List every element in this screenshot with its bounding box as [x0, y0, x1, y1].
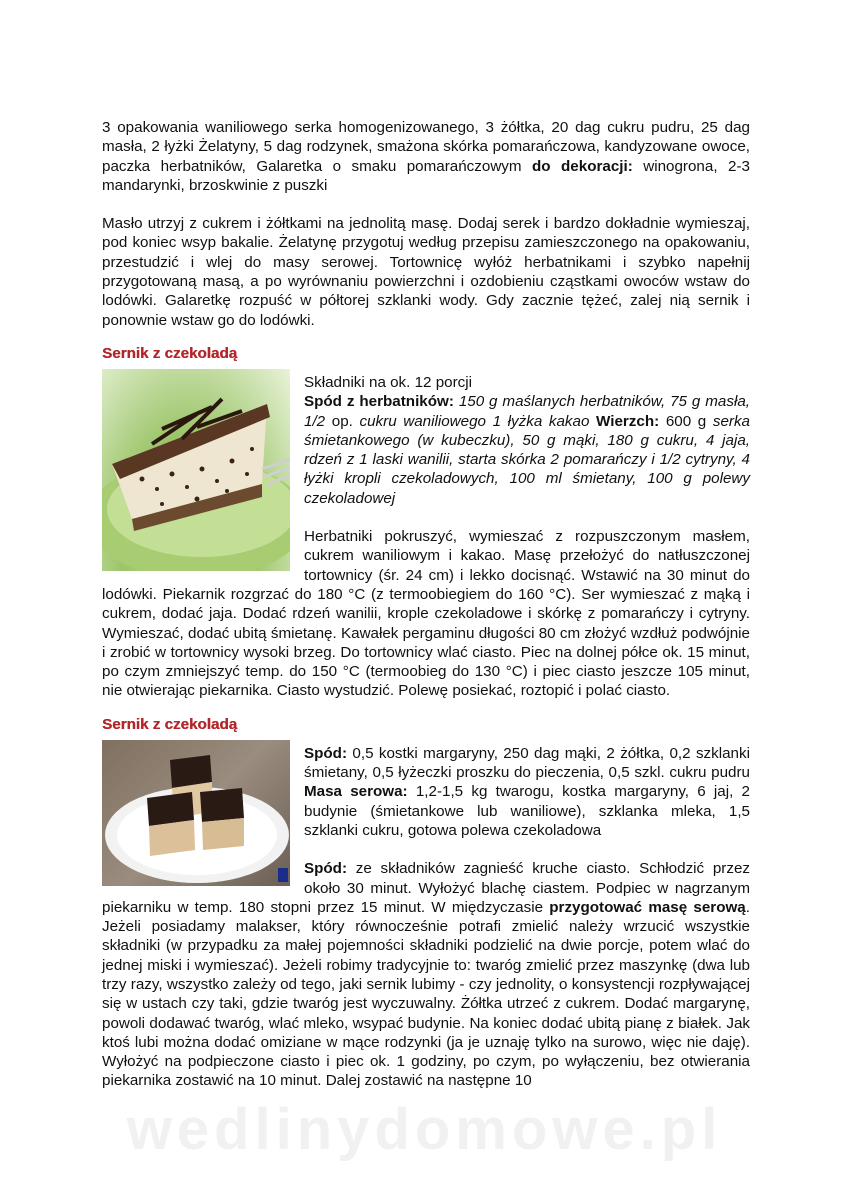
base-text-2: op. — [331, 412, 353, 430]
mass-label: Masa serowa: — [304, 783, 408, 801]
recipe1-title: Sernik z czekoladą — [102, 344, 238, 362]
method-bold: przygotować masę serową — [549, 898, 746, 916]
document-page — [102, 118, 750, 1091]
recipe0-method: Masło utrzyj z cukrem i żółtkami na jednolitą masę. Dodaj serek i bardzo dokładnie wymieszaj, pod koniec wsyp bakalie. Żelatynę przygotuj według przepisu zamieszczonego na opakowaniu, przestudzić i wlej do masy serowej. Tortownicę wyłóż herbatnikami i szybko napełnij przygotowaną masą, a po wyrównaniu powierzchni i ozdobieniu cząstkami owoców wstaw do lodówki. Galaretkę rozpuść w półtorej szklanki wody. Gdy zacznie tężeć, zalej nią sernik i ponownie wstaw go do lodówki. — [102, 215, 750, 329]
base-text-3: cukru waniliowego 1 łyżka kakao — [359, 412, 590, 430]
mass-text: 1,2-1,5 kg twarogu, kostka margaryny, 6 jaj, 2 budynie (śmietankowe lub waniliowe), szklanka mleka, 1,5 szklanki cukru, gotowa polewa czekoladowa — [304, 783, 750, 839]
top-text: 600 g — [665, 412, 707, 430]
method-label: Spód: — [304, 860, 348, 878]
recipe0-ingredients — [102, 118, 750, 195]
base-text: 150 g maślanych herbatników, 75 g masła, 1/2 — [304, 393, 750, 430]
top-text-2: serka śmietankowego (w kubeczku), 50 g mąki, 180 g cukru, 4 jaja, rdzeń z 1 laski wanilii, starta skórka 2 pomarańczy i 1/2 cytryny, 4 łyżki kropli czekoladowych, 100 ml śmietany, 100 g polewy czekoladowej — [304, 412, 750, 507]
cheesecake-slices-photo — [102, 740, 290, 886]
recipe2-title: Sernik z czekoladą — [102, 715, 238, 733]
base-label: Spód z herbatników: — [304, 393, 454, 411]
ingredients-text: 3 opakowania waniliowego serka homogenizowanego, 3 żółtka, 20 dag cukru pudru, 25 dag masła, 2 łyżki Żelatyny, 5 dag rodzynek, smażona skórka pomarańczowa, kandyzowane owoce, paczka herbatników, Galaretka o smaku pomarańczowym — [102, 119, 750, 175]
decor-label: do dekoracji: — [532, 157, 633, 175]
method-text-a: ze składników zagnieść kruche ciasto. Schłodzić przez około 30 minut. Wyłożyć blachę ciastem. Podpiec w nagrzanym piekarniku w temp. 180 stopni przez 15 minut. W międzyczasie — [102, 860, 750, 916]
recipe2-method — [102, 859, 750, 1091]
watermark: wedlinydomowe.pl — [126, 1097, 723, 1162]
decor-text: winogrona, 2-3 mandarynki, brzoskwinie z puszki — [102, 157, 750, 194]
method-text-b: . Jeżeli posiadamy malakser, który równocześnie potrafi zmielić należy wrzucić wszystkie składniki (w przypadku za małej pojemności składniki podzielić na dwie porcje, potem wlać do jednej miski i wymieszać). Jeżeli robimy tradycyjnie to: twaróg zmielić przez maszynkę (dwa lub trzy razy, wszystko zależy od tego, jaki sernik lubimy - czy jednolity, o konsystencji rozpływającej się w ustach czy taki, gdzie twaróg jest wyczuwalny. Żółtka utrzeć z cukrem. Dodać margarynę, powoli dodawać twaróg, wlać mleko, wsypać budynie. Na koniec dodać ubitą pianę z białek. Jak ktoś lubi można dodać omiziane w mące rodzynki (ja je uznaję tylko na surowo, więc nie daję). Wyłożyć na podpieczone ciasto i piec ok. 1 godziny, po czym, po wyłączeniu, bez otwierania piekarnika zostawić na 10 minut. Dalej zostawić na następne 10 — [102, 898, 750, 1090]
base-label-2: Spód: — [304, 744, 348, 762]
cheesecake-chocolate-photo — [102, 369, 290, 571]
base-text-2b: 0,5 kostki margaryny, 250 dag mąki, 2 żółtka, 0,2 szklanki śmietany, 0,5 łyżeczki proszku do pieczenia, 0,5 szkl. cukru pudru — [304, 744, 750, 782]
top-label: Wierzch: — [596, 412, 660, 430]
recipe1-servings: Składniki na ok. 12 porcji — [304, 373, 472, 391]
recipe1-method: Herbatniki pokruszyć, wymieszać z rozpuszczonym masłem, cukrem waniliowym i kakao. Masę przełożyć do natłuszczonej tortownicy (śr. 24 cm) i lekko docisnąć. Wstawić na 30 minut do lodówki. Piekarnik rozgrzać do 180 °C (z termoobiegiem do 160 °C). Ser wymieszać z mąką i cukrem, dodać jaja. Dodać rdzeń wanilii, krople czekoladowe i skórkę z pomarańczy i cytryny. Wymieszać, dodać ubitą śmietanę. Kawałek pergaminu długości 80 cm złożyć wzdłuż podwójnie i zrobić w tortownicy wysoki brzeg. Do tortownicy wlać ciasto. Piec na dolnej półce ok. 15 minut, po czym zmniejszyć temp. do 150 °C (termoobieg do 130 °C) i piec ciasto jeszcze 105 minut, nie otwierając piekarnika. Ciasto wystudzić. Polewę posiekać, roztopić i polać ciasto. — [102, 528, 750, 700]
